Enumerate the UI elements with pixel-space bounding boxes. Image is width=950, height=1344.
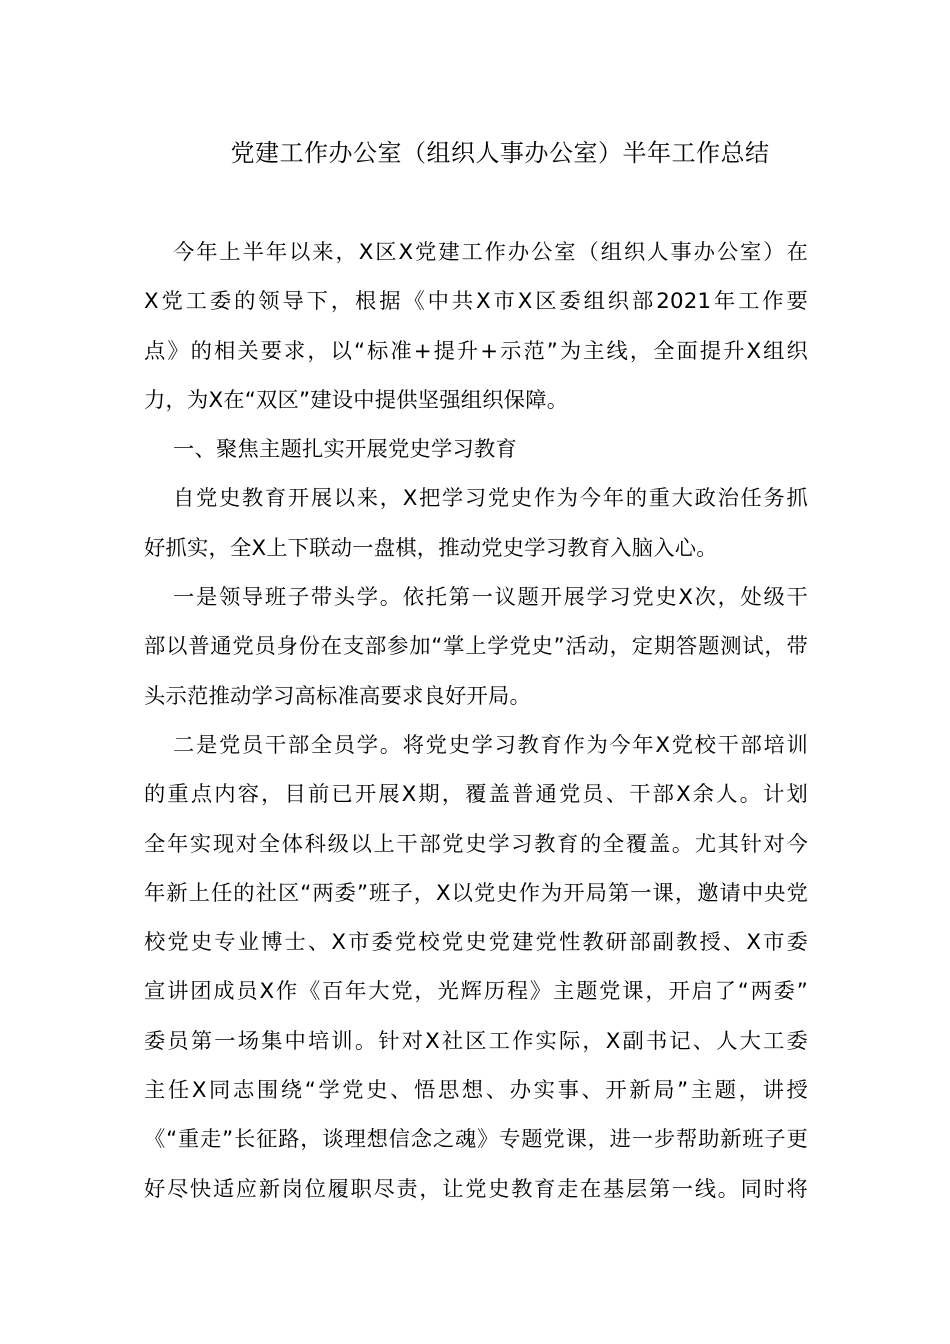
paragraph-3-line-1: 一是领导班子带头学。依托第一议题开展学习党史X次，处级干 <box>173 585 808 611</box>
paragraph-1-line-4: 力，为X在“双区”建设中提供坚强组织保障。 <box>144 387 569 413</box>
paragraph-1-line-1: 今年上半年以来，X区X党建工作办公室（组织人事办公室）在 <box>173 240 808 265</box>
paragraph-2-line-2: 好抓实，全X上下联动一盘棋，推动党史学习教育入脑入心。 <box>144 535 718 561</box>
paragraph-4-line-5: 校党史专业博士、X市委党校党史党建党性教研部副教授、X市委 <box>144 930 808 956</box>
paragraph-1-line-3: 点》的相关要求，以“标准+提升+示范”为主线，全面提升X组织 <box>144 338 808 364</box>
paragraph-3-line-2: 部以普通党员身份在支部参加“掌上学党史”活动，定期答题测试，带 <box>144 634 808 660</box>
paragraph-4-line-1: 二是党员干部全员学。将党史学习教育作为今年X党校干部培训 <box>173 732 808 758</box>
paragraph-2-line-1: 自党史教育开展以来，X把学习党史作为今年的重大政治任务抓 <box>173 486 808 512</box>
paragraph-4-line-4: 年新上任的社区“两委”班子，X以党史作为开局第一课，邀请中央党 <box>144 880 808 906</box>
paragraph-4-line-2: 的重点内容，目前已开展X期，覆盖普通党员、干部X余人。计划 <box>144 782 808 808</box>
paragraph-4-line-8: 主任X同志围绕“学党史、悟思想、办实事、开新局”主题，讲授 <box>144 1078 808 1104</box>
section-heading-1: 一、聚焦主题扎实开展党史学习教育 <box>173 437 517 463</box>
paragraph-4-line-7: 委员第一场集中培训。针对X社区工作实际，X副书记、人大工委 <box>144 1028 808 1054</box>
paragraph-4-line-6: 宣讲团成员X作《百年大党，光辉历程》主题党课，开启了“两委” <box>144 979 808 1005</box>
document-title: 党建工作办公室（组织人事办公室）半年工作总结 <box>230 139 770 167</box>
paragraph-4-line-9: 《“重走”长征路，谈理想信念之魂》专题党课，进一步帮助新班子更 <box>144 1127 808 1153</box>
document-body <box>144 228 808 1214</box>
paragraph-4-line-3: 全年实现对全体科级以上干部党史学习教育的全覆盖。尤其针对今 <box>144 831 808 857</box>
paragraph-3-line-3: 头示范推动学习高标准高要求良好开局。 <box>144 683 531 709</box>
paragraph-4-line-10: 好尽快适应新岗位履职尽责，让党史教育走在基层第一线。同时将 <box>144 1176 808 1202</box>
paragraph-1-line-2: X党工委的领导下，根据《中共X市X区委组织部2021年工作要 <box>144 289 808 315</box>
